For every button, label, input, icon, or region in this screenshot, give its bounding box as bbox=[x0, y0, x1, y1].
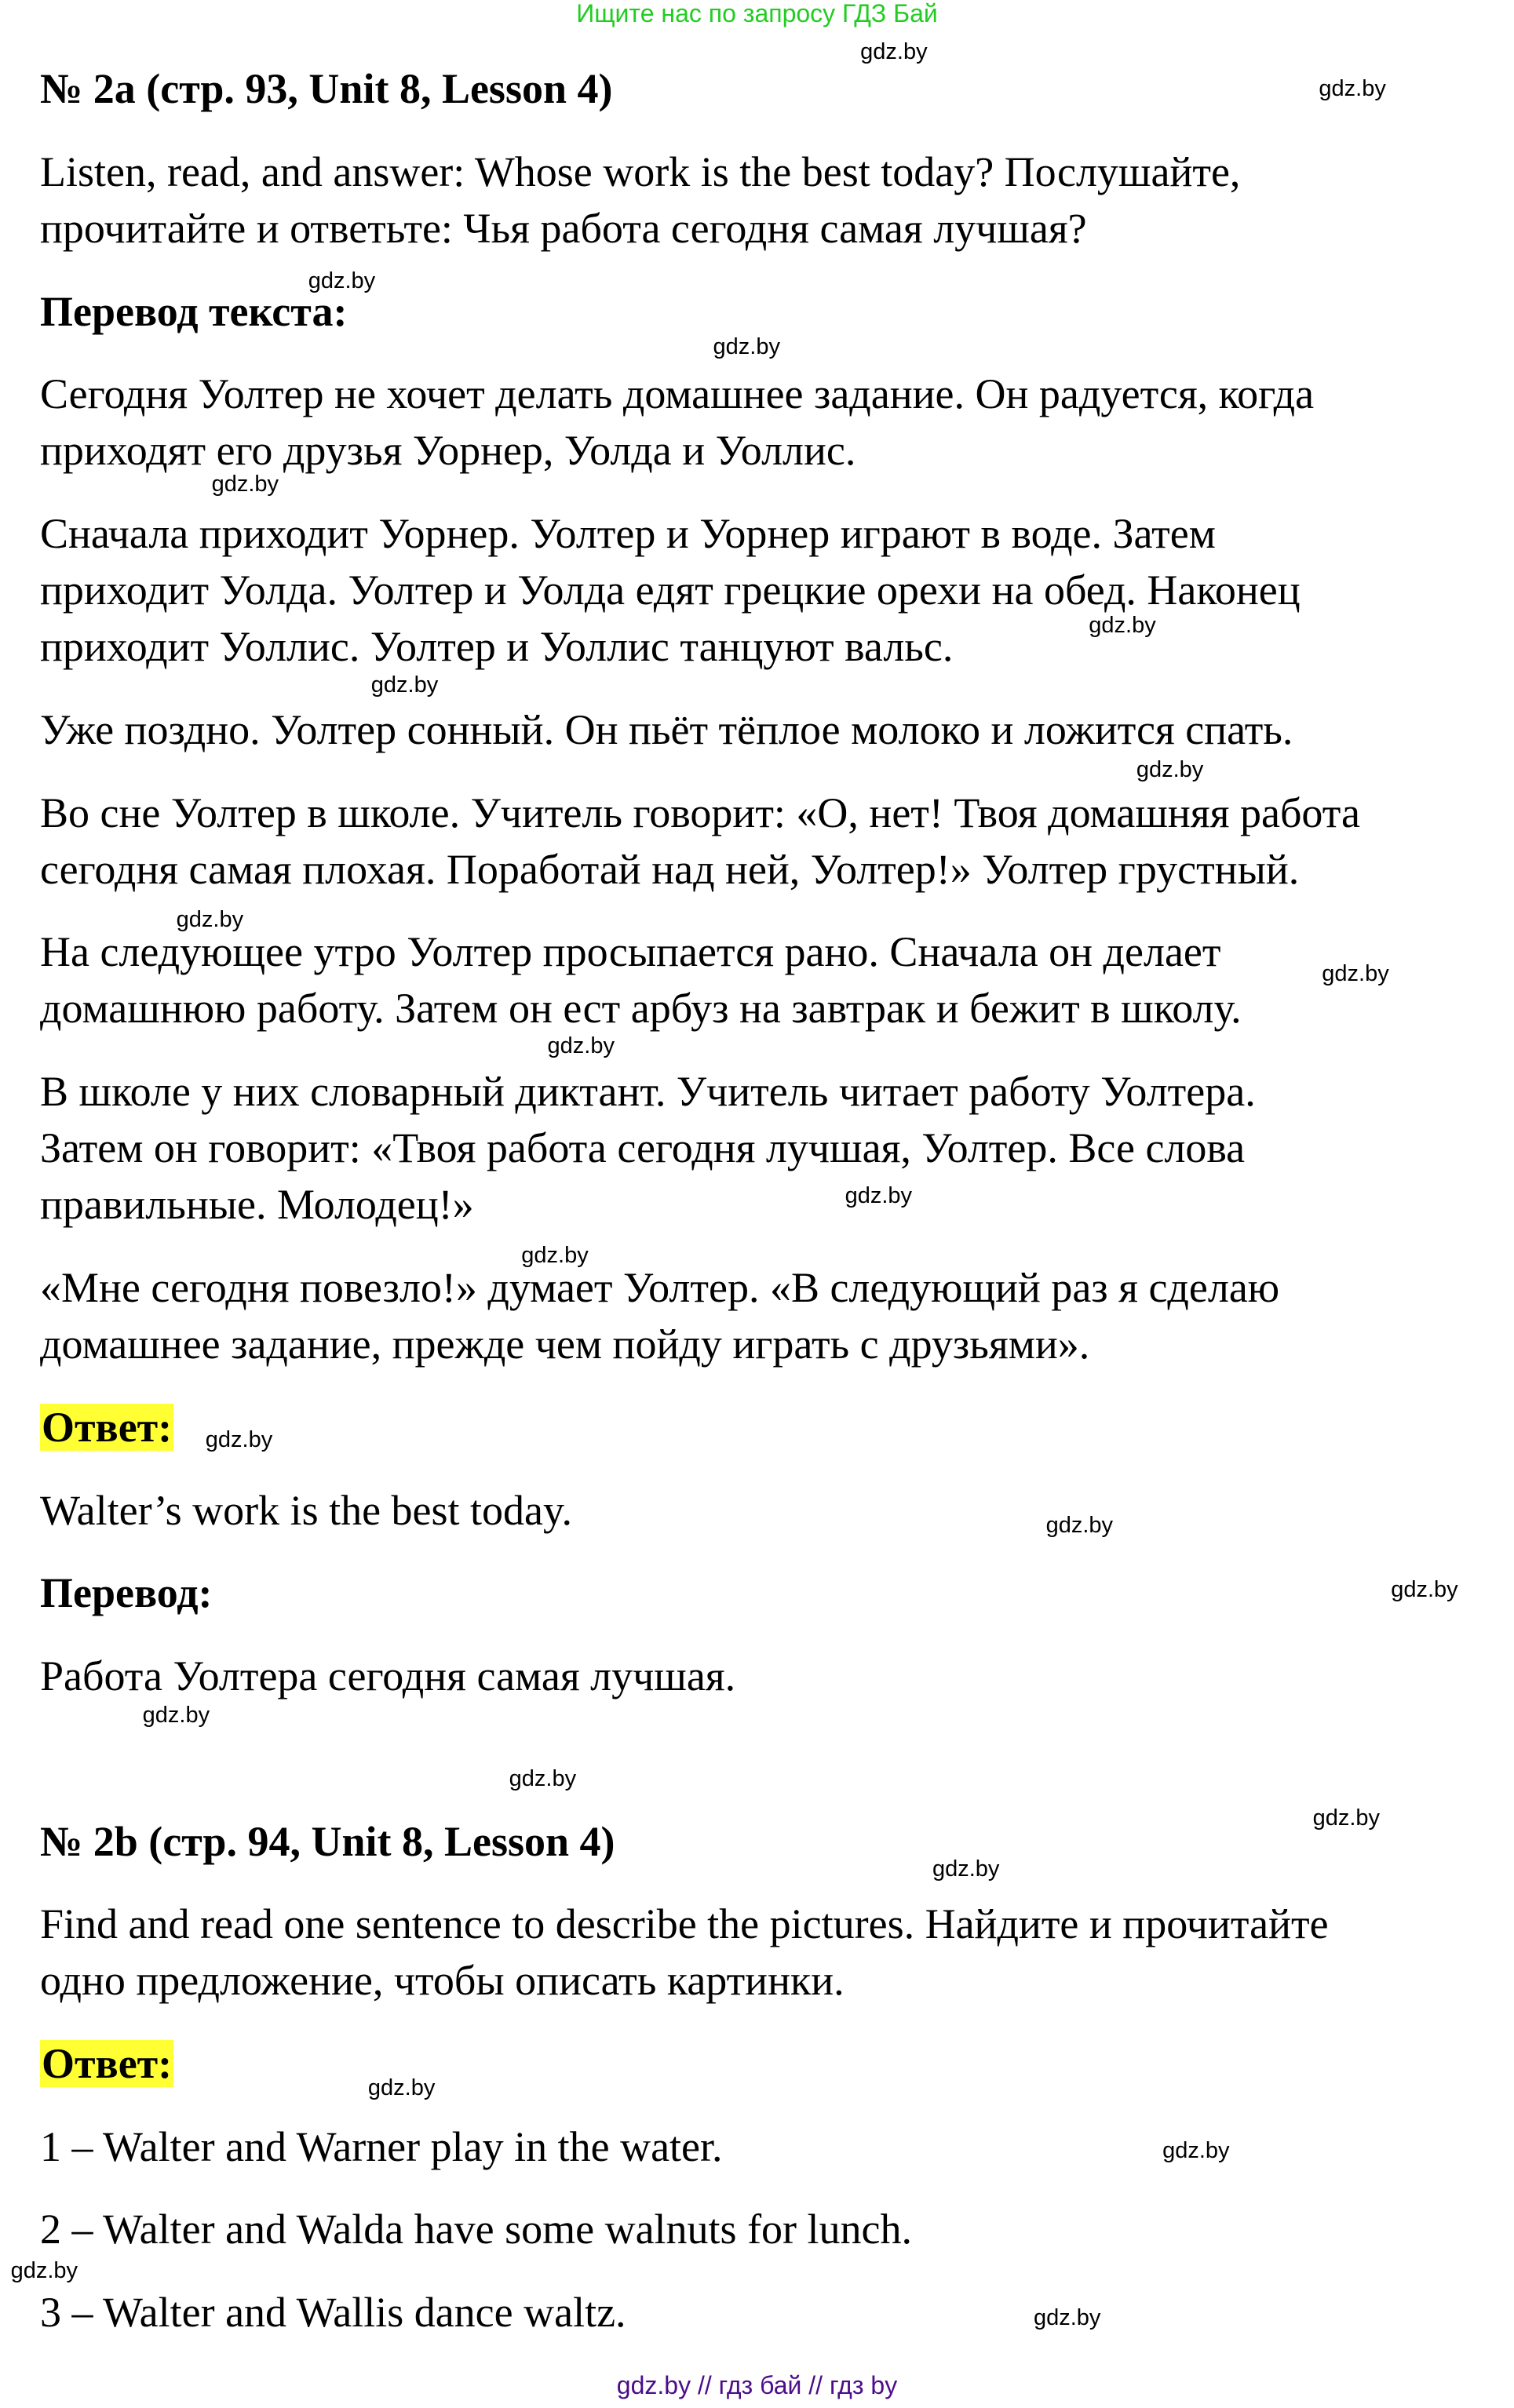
watermark: gdz.by bbox=[1162, 2138, 1230, 2164]
task-b-title: № 2b (стр. 94, Unit 8, Lesson 4) bbox=[40, 1818, 615, 1865]
paragraph-line: Во сне Уолтер в школе. Учитель говорит: «О, нет! Твоя домашняя работа bbox=[40, 789, 1360, 836]
watermark: gdz.by bbox=[521, 1243, 589, 1269]
paragraph-line: домашнюю работу. Затем он ест арбуз на завтрак и бежит в школу. bbox=[40, 985, 1242, 1032]
watermark: gdz.by bbox=[1322, 960, 1389, 986]
watermark: gdz.by bbox=[1391, 1577, 1458, 1603]
watermark: gdz.by bbox=[211, 472, 279, 497]
paragraph-line: приходит Уоллис. Уолтер и Уоллис танцуют вальс. bbox=[40, 623, 954, 670]
watermark: gdz.by bbox=[367, 2075, 436, 2101]
answer-translation: Работа Уолтера сегодня самая лучшая. bbox=[40, 1652, 736, 1699]
watermark: gdz.by bbox=[509, 1765, 577, 1791]
watermark: gdz.by bbox=[205, 1426, 273, 1452]
answer-item: 3 – Walter and Wallis dance waltz. bbox=[40, 2289, 626, 2336]
watermark: gdz.by bbox=[176, 907, 244, 933]
paragraph-line: Сначала приходит Уорнер. Уолтер и Уорнер играют в воде. Затем bbox=[40, 510, 1216, 557]
watermark: gdz.by bbox=[932, 1856, 1000, 1882]
answer-label: Ответ: bbox=[42, 1404, 173, 1451]
answer-text: Walter’s work is the best today. bbox=[40, 1487, 573, 1534]
watermark: gdz.by bbox=[10, 2257, 78, 2283]
paragraph-line: домашнее задание, прежде чем пойду играть с друзьями». bbox=[40, 1321, 1090, 1368]
answer-item: 1 – Walter and Warner play in the water. bbox=[40, 2123, 723, 2170]
paragraph-line: Сегодня Уолтер не хочет делать домашнее задание. Он радуется, когда bbox=[40, 370, 1315, 417]
watermark: gdz.by bbox=[1033, 2305, 1101, 2331]
watermark: gdz.by bbox=[370, 672, 439, 698]
task-b-instruction: Find and read one sentence to describe the pictures. Найдите и прочитайте bbox=[40, 1900, 1329, 1947]
watermark: gdz.by bbox=[142, 1703, 210, 1729]
translation-heading: Перевод текста: bbox=[40, 288, 348, 335]
paragraph-line: сегодня самая плохая. Поработай над ней, Уолтер!» Уолтер грустный. bbox=[40, 846, 1300, 893]
paragraph-line: Уже поздно. Уолтер сонный. Он пьёт тёплое молоко и ложится спать. bbox=[40, 706, 1293, 753]
answer-label: Ответ: bbox=[42, 2040, 173, 2087]
task-b-instruction: одно предложение, чтобы описать картинки. bbox=[40, 1957, 845, 2004]
task-a-instruction: Listen, read, and answer: Whose work is the best today? Послушайте, bbox=[40, 148, 1241, 195]
paragraph-line: На следующее утро Уолтер просыпается рано. Сначала он делает bbox=[40, 928, 1221, 975]
watermark: gdz.by bbox=[1312, 1805, 1381, 1831]
watermark: gdz.by bbox=[845, 1183, 913, 1209]
watermark: gdz.by bbox=[713, 333, 780, 359]
watermark: gdz.by bbox=[1089, 613, 1156, 639]
watermark: gdz.by bbox=[1136, 756, 1204, 782]
watermark: gdz.by bbox=[308, 268, 376, 293]
paragraph-line: В школе у них словарный диктант. Учитель читает работу Уолтера. bbox=[40, 1068, 1256, 1115]
paragraph-line: приходит Уолда. Уолтер и Уолда едят грецкие орехи на обед. Наконец bbox=[40, 566, 1301, 614]
answer-translation-label: Перевод: bbox=[40, 1569, 213, 1616]
paragraph-line: приходят его друзья Уорнер, Уолда и Уоллис. bbox=[40, 427, 856, 474]
paragraph-line: Затем он говорит: «Твоя работа сегодня лучшая, Уолтер. Все слова bbox=[40, 1124, 1246, 1171]
footer-links: gdz.by // гдз бай // гдз by bbox=[616, 2371, 898, 2399]
paragraph-line: «Мне сегодня повезло!» думает Уолтер. «В следующий раз я сделаю bbox=[40, 1264, 1280, 1311]
task-a-instruction: прочитайте и ответьте: Чья работа сегодня самая лучшая? bbox=[40, 205, 1087, 252]
search-banner: Ищите нас по запросу ГДЗ Бай bbox=[576, 0, 938, 27]
task-a-title: № 2a (стр. 93, Unit 8, Lesson 4) bbox=[40, 65, 613, 112]
paragraph-line: правильные. Молодец!» bbox=[40, 1181, 474, 1228]
watermark: gdz.by bbox=[1045, 1513, 1114, 1539]
answer-item: 2 – Walter and Walda have some walnuts for lunch. bbox=[40, 2206, 913, 2253]
watermark: gdz.by bbox=[860, 39, 928, 65]
watermark: gdz.by bbox=[1319, 76, 1386, 102]
watermark: gdz.by bbox=[547, 1033, 615, 1058]
